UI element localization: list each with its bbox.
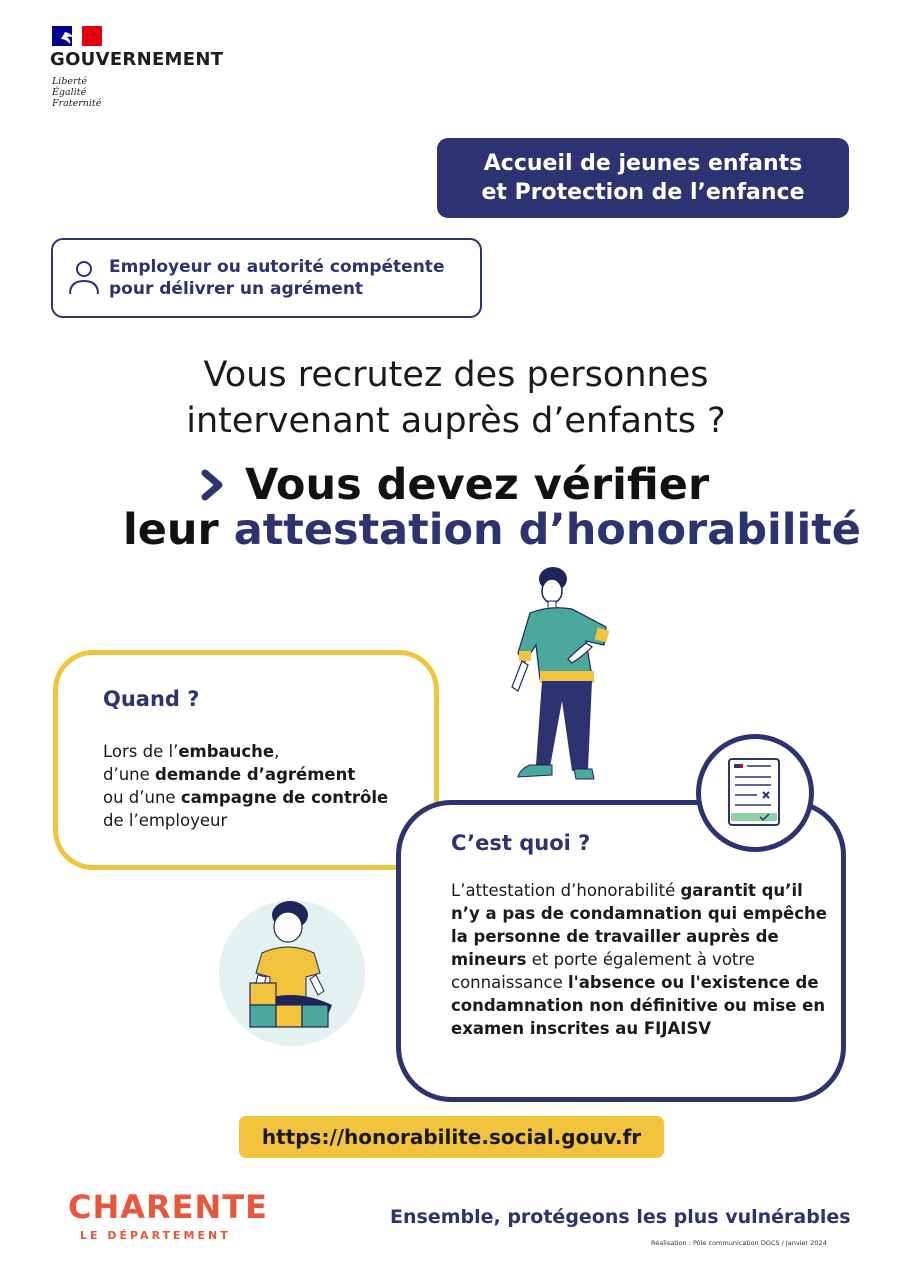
document-badge: [696, 734, 814, 852]
standing-person-illustration: [500, 565, 615, 805]
headline-main-line-1: Vous devez vérifier: [245, 460, 710, 510]
audience-box: [51, 238, 482, 318]
when-title: Quand ?: [103, 687, 200, 711]
slogan: Ensemble, protégeons les plus vulnérables: [390, 1206, 851, 1228]
audience-line-1: Employeur ou autorité compétente: [109, 257, 445, 277]
chevron-right-icon: [200, 469, 226, 501]
headline-question: [0, 352, 900, 444]
headline-main-line-2: [123, 504, 861, 556]
child-with-blocks-illustration: [210, 895, 375, 1050]
category-tag: [437, 138, 849, 218]
motto-fraternite: Fraternité: [52, 98, 102, 109]
when-line-1-end: ,: [274, 742, 280, 761]
audience-line-2: pour délivrer un agrément: [109, 279, 364, 299]
gov-motto: [52, 76, 101, 109]
headline-question-line-2: intervenant auprès d’enfants ?: [186, 401, 726, 441]
headline-question-line-1: Vous recrutez des personnes: [203, 355, 709, 395]
when-line-2: [103, 763, 388, 786]
when-box: [53, 650, 439, 870]
charente-logo: CHARENTE: [68, 1188, 268, 1226]
what-title: C’est quoi ?: [451, 831, 591, 855]
when-line-3-text: ou d’une: [103, 788, 181, 807]
when-line-1: [103, 740, 388, 763]
audience-text: [109, 256, 444, 300]
headline-accent: attestation d’honorabilité: [233, 505, 861, 555]
category-line-2: et Protection de l’enfance: [481, 180, 805, 205]
motto-egalite: Égalité: [52, 87, 87, 98]
motto-liberte: Liberté: [52, 76, 88, 87]
category-line-1: Accueil de jeunes enfants: [483, 151, 803, 176]
what-text-bold-2: l'absence ou l'existence de condamnation non définitive ou mise en examen inscrites au FIJAISV: [451, 973, 826, 1038]
marianne-flag-logo: [52, 26, 102, 46]
when-line-3: [103, 786, 388, 809]
what-text-bold-1: garantit qu’il n’y a pas de condamnation qui empêche la personne de travailler auprès de mineurs: [451, 881, 827, 969]
when-line-2-bold: demande d’agrément: [155, 765, 356, 784]
credit-line: Réalisation : Pôle communication DGCS / Janvier 2024: [651, 1239, 827, 1247]
headline-prefix: leur: [123, 505, 234, 555]
what-text: [451, 879, 831, 1040]
when-text: [103, 740, 388, 832]
when-line-3-bold: campagne de contrôle: [180, 788, 389, 807]
when-line-1-bold: embauche: [178, 742, 275, 761]
document-icon: [727, 757, 783, 829]
when-line-1-text: Lors de l’: [103, 742, 179, 761]
charente-subtitle: LE DÉPARTEMENT: [80, 1229, 231, 1242]
when-line-2-text: d’une: [103, 765, 156, 784]
when-line-4: de l’employeur: [103, 811, 228, 830]
website-link[interactable]: https://honorabilite.social.gouv.fr: [239, 1116, 664, 1158]
person-icon: [67, 260, 101, 296]
what-text-2: et porte également à votre connaissance: [451, 950, 755, 992]
gov-title: GOUVERNEMENT: [50, 49, 224, 70]
what-text-1: L’attestation d’honorabilité: [451, 881, 681, 900]
